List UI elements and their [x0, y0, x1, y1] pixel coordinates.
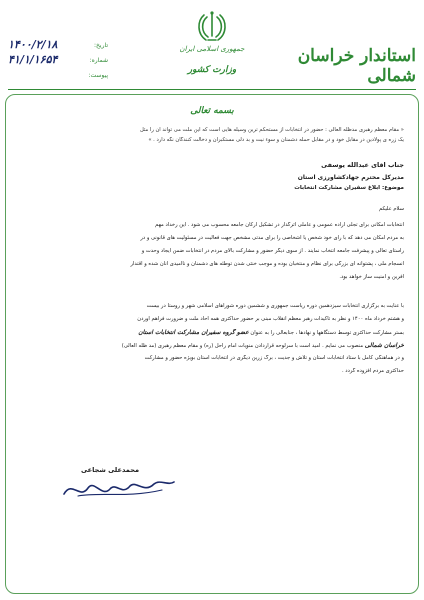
ambassador-group-title: عضو گروه سفیران مشارکت انتخابات استان	[138, 329, 249, 336]
paragraph-1-line-3: راستای تعالی و پیشرفت جامعه انتخاب نمایند . از سوی دیگر حضور و مشارکت بالای مردم در انتخابات ضمن ایجاد وحدت و	[141, 248, 404, 254]
basmala: بسمه تعالی	[190, 106, 234, 116]
date-label: تاریخ:	[94, 42, 108, 49]
iran-emblem-icon	[197, 10, 227, 44]
paragraph-1-line-4: انسجام ملی ، پشتوانه ای بزرگی برای نظام و منتخبان بوده و موجب خنثی شدن توطئه های دشمنان و ناامیدی آنان شده و اقتدار	[130, 261, 404, 267]
header-divider	[8, 89, 416, 90]
quote-line-2: یک زره ی پولادین در مقابل خود و در مقابل حمله دشمنان و سوء نیت و بد دلی مستکبران و دخالت کنندگان نگه دارد . »	[148, 137, 404, 143]
attachment-label: پیوست:	[88, 72, 108, 79]
date-row	[8, 38, 108, 53]
greeting: سلام علیکم	[379, 206, 404, 212]
paragraph-2-line-4-text: منصوب می نمایم . امید است با سرلوحه قراردادن منویات امام راحل (ره) و مقام معظم رهبری (مد ظله العالی)	[121, 343, 365, 349]
letter-metadata	[8, 38, 108, 83]
recipient-position: مدیرکل محترم جهادکشاورزی استان	[297, 174, 404, 181]
paragraph-1-line-1: انتخابات امکانی برای تجلی اراده عمومی و عاملی اثرگذار در تشکیل ارکان جامعه محسوب می شود . این رخداد مهم	[155, 222, 404, 228]
attachment-row	[8, 68, 108, 83]
paragraph-2-line-3-text: بستر مشارکت حداکثری توسط دستگاهها و نهادها ، جنابعالی را به عنوان	[248, 330, 404, 336]
province-name-highlight: خراسان شمالی	[364, 342, 404, 349]
paragraph-1-line-5: آفرین و امنیت ساز خواهد بود.	[339, 274, 404, 280]
recipient-name: جناب آقای عبدالله یوسفی	[321, 162, 404, 169]
handwritten-signature	[58, 474, 178, 502]
number-value: ۴۱/۱/۱۶۵۴	[8, 53, 58, 66]
paragraph-2-line-2: و هشتم خرداد ماه ۱۴۰۰ و نظر به تأکیدات رهبر معظم انقلاب مبنی بر حضور حداکثری همه آحاد ملت و ضرورت فراهم آوردن	[137, 316, 404, 322]
ministry-name: وزارت کشور	[187, 65, 237, 75]
paragraph-2-line-3	[20, 329, 404, 337]
paragraph-2-line-6: حداکثری مردم افزوده گردد .	[341, 368, 404, 374]
date-value: ۱۴۰۰/۲/۱۸	[8, 38, 58, 51]
signatory-name: محمدعلی شجاعی	[80, 466, 140, 474]
paragraph-2-line-4	[20, 342, 404, 350]
ministry-subtitle: جمهوری اسلامی ایران	[179, 45, 245, 53]
quote-line-1: « مقام معظم رهبری مدظله العالی : حضور در انتخابات از مستحکم ترین وسیله هایی است که این ملت می تواند آن را مثل	[139, 127, 404, 133]
province-title: استاندار خراسان شمالی	[297, 46, 416, 86]
paragraph-1-line-2: به مردم امکان می دهد که با رای خود شخص یا اشخاصی را برای مدتی مشخص جهت فعالیت در مسئولیت های قانونی و در	[140, 235, 404, 241]
number-label: شماره:	[89, 57, 108, 64]
paragraph-2-line-5: و در هماهنگی کامل با ستاد انتخابات استان و تلاش و جدیت ، برگ زرین دیگری در انتخابات استان بویژه حضور و مشارکت	[144, 355, 404, 361]
paragraph-2-line-1: با عنایت به برگزاری انتخابات سیزدهمین دوره ریاست جمهوری و ششمین دوره شوراهای اسلامی شهر و روستا در بیست	[146, 303, 404, 309]
letter-subject: موضوع: ابلاغ سفیران مشارکت انتخابات	[294, 185, 404, 191]
number-row	[8, 53, 108, 68]
